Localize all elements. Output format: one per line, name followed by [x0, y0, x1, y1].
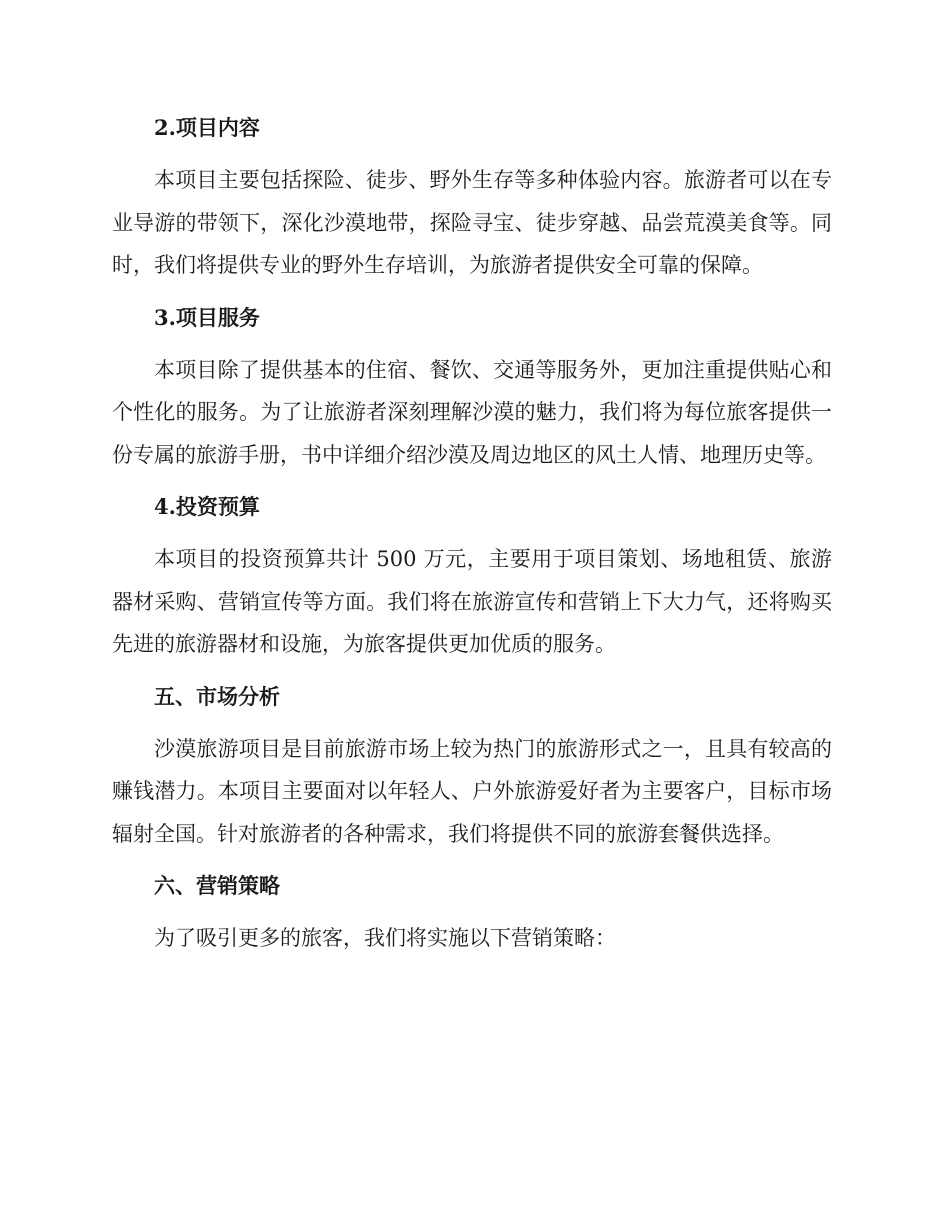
- section-heading: 4.投资预算: [154, 494, 260, 519]
- section-marketing-strategy: [112, 866, 832, 960]
- section-heading: 五、市场分析: [154, 683, 280, 709]
- section-heading: 六、营销策略: [154, 873, 280, 898]
- section-paragraph: 本项目主要包括探险、徒步、野外生存等多种体验内容。旅游者可以在专业导游的带领下，深化沙漠地带，探险寻宝、徒步穿越、品尝荒漠美食等。同时，我们将提供专业的野外生存培训，为旅游者提供安全可靠的保障。: [112, 168, 832, 277]
- section-project-content: [112, 108, 832, 287]
- section-paragraph: 沙漠旅游项目是目前旅游市场上较为热门的旅游形式之一，且具有较高的赚钱潜力。本项目主要面对以年轻人、户外旅游爱好者为主要客户，目标市场辐射全国。针对旅游者的各种需求，我们将提供不同的旅游套餐供选择。: [112, 736, 832, 846]
- section-heading: 3.项目服务: [154, 304, 260, 330]
- section-project-services: [112, 298, 832, 477]
- section-paragraph: 本项目除了提供基本的住宿、餐饮、交通等服务外，更加注重提供贴心和个性化的服务。为了让旅游者深刻理解沙漠的魅力，我们将为每位旅客提供一份专属的旅游手册，书中详细介绍沙漠及周边地区的风土人情、地理历史等。: [112, 357, 832, 467]
- section-paragraph: 本项目的投资预算共计 500 万元，主要用于项目策划、场地租赁、旅游器材采购、营销宣传等方面。我们将在旅游宣传和营销上下大力气，还将购买先进的旅游器材和设施，为旅客提供更加优质的服务。: [112, 547, 832, 656]
- section-market-analysis: [112, 677, 832, 856]
- section-heading: 2.项目内容: [154, 115, 260, 140]
- document-page: [112, 108, 832, 971]
- section-investment-budget: [112, 487, 832, 666]
- section-paragraph: 为了吸引更多的旅客，我们将实施以下营销策略：: [154, 926, 616, 950]
